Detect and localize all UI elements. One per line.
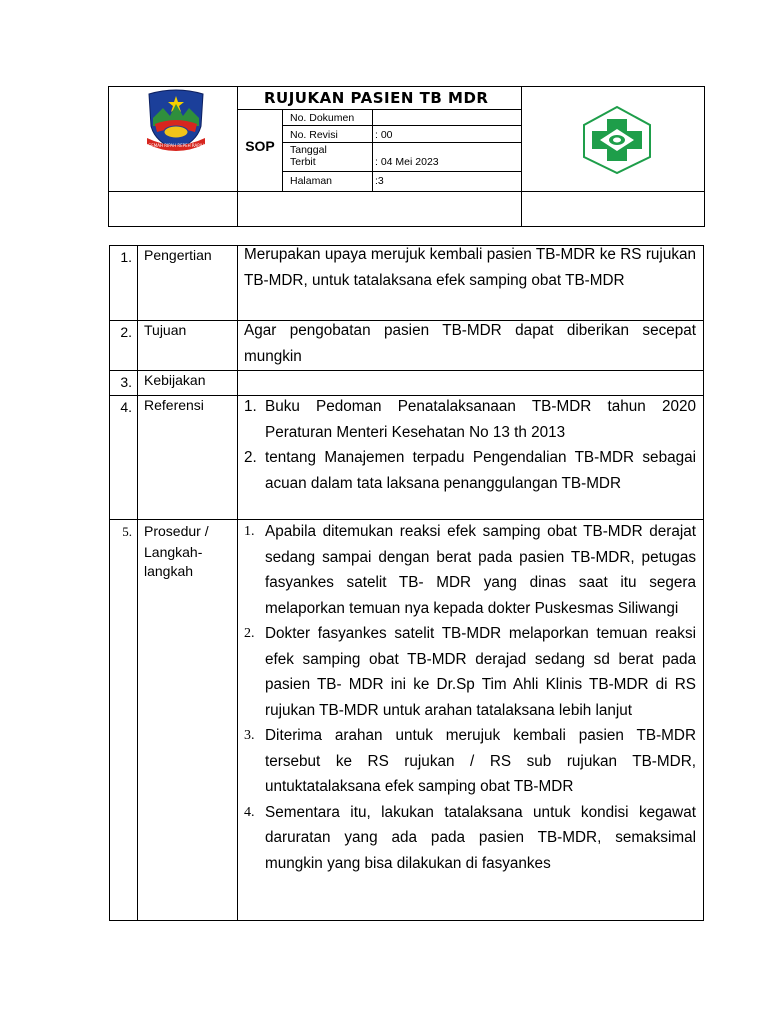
list-item-text: Sementara itu, lakukan tatalaksana untuk kondisi kegawat daruratan yang ada pada pasien TB-MDR, semaksimal mungkin yang bisa dilakukan di fasyankes	[265, 803, 696, 872]
row-label-prosedur-3: langkah	[144, 563, 194, 579]
list-marker: 2.	[244, 449, 257, 466]
row-number: 5.	[122, 524, 132, 539]
list-item	[244, 394, 696, 445]
meta-label-tanggal: Tanggal	[290, 144, 327, 156]
prosedur-list	[244, 519, 696, 876]
meta-value-halaman: :3	[375, 175, 384, 187]
list-item-text: Diterima arahan untuk merujuk kembali pasien TB-MDR tersebut ke RS rujukan / RS sub rujukan TB-MDR, untuktatalaksana efek samping obat TB-MDR	[265, 727, 696, 795]
meta-label-no-revisi: No. Revisi	[290, 129, 338, 141]
pengertian-text: Merupakan upaya merujuk kembali pasien TB-MDR ke RS rujukan TB-MDR, untuk tatalaksana efek samping obat TB-MDR	[244, 246, 696, 289]
row-number: 4.	[120, 399, 132, 415]
row-label-referensi: Referensi	[144, 397, 204, 413]
list-item	[244, 621, 696, 723]
tujuan-text: Agar pengobatan pasien TB-MDR dapat diberikan secepat mungkin	[244, 322, 696, 365]
list-marker: 2.	[244, 626, 255, 641]
row-number: 2.	[120, 324, 132, 340]
list-marker: 4.	[244, 804, 255, 820]
row-number: 3.	[120, 374, 132, 390]
sop-label: SOP	[245, 138, 275, 154]
row-label-pengertian: Pengertian	[144, 247, 212, 263]
row-label-kebijakan: Kebijakan	[144, 372, 206, 388]
row-number: 1.	[120, 249, 132, 265]
meta-label-halaman: Halaman	[290, 175, 333, 187]
list-marker: 1.	[244, 524, 255, 539]
referensi-list	[244, 394, 696, 496]
list-item	[244, 800, 696, 877]
crest-banner-text: GEMAH RIPAH REPEH RAPIH	[148, 143, 204, 148]
row-label-prosedur-1: Prosedur /	[144, 523, 209, 539]
row-label-tujuan: Tujuan	[144, 322, 187, 338]
list-item-text: Apabila ditemukan reaksi efek samping obat TB-MDR derajat sedang sampai dengan berat pada pasien TB-MDR, petugas fasyankes satelit TB- MDR yang dinas saat itu segera melaporkan temuan nya kepada dokter Puskesmas Siliwangi	[265, 523, 696, 617]
meta-value-tanggal-terbit: : 04 Mei 2023	[375, 156, 439, 168]
list-marker: 1.	[244, 398, 257, 415]
meta-label-no-dokumen: No. Dokumen	[290, 112, 355, 124]
meta-value-no-revisi: : 00	[375, 129, 393, 141]
list-item	[244, 723, 696, 800]
row-label-prosedur-2: Langkah-	[144, 544, 203, 560]
list-item	[244, 445, 696, 496]
list-marker: 3.	[244, 728, 255, 743]
list-item-text: tentang Manajemen terpadu Pengendalian TB-MDR sebagai acuan dalam tata laksana penanggulangan TB-MDR	[265, 449, 696, 492]
document-title: RUJUKAN PASIEN TB MDR	[264, 89, 489, 107]
meta-label-terbit: Terbit	[290, 156, 316, 168]
puskesmas-cross-icon	[580, 105, 655, 175]
regency-crest-icon	[143, 88, 209, 158]
list-item-text: Buku Pedoman Penatalaksanaan TB-MDR tahun 2020 Peraturan Menteri Kesehatan No 13 th 2013	[265, 398, 696, 441]
list-item	[244, 519, 696, 621]
list-item-text: Dokter fasyankes satelit TB-MDR melaporkan temuan reaksi efek samping obat TB-MDR derajad sedang sd berat pada pasien TB- MDR ini ke Dr.Sp Tim Ahli Klinis TB-MDR di RS rujukan TB-MDR untuk arahan tatalaksana lebih lanjut	[265, 625, 696, 719]
